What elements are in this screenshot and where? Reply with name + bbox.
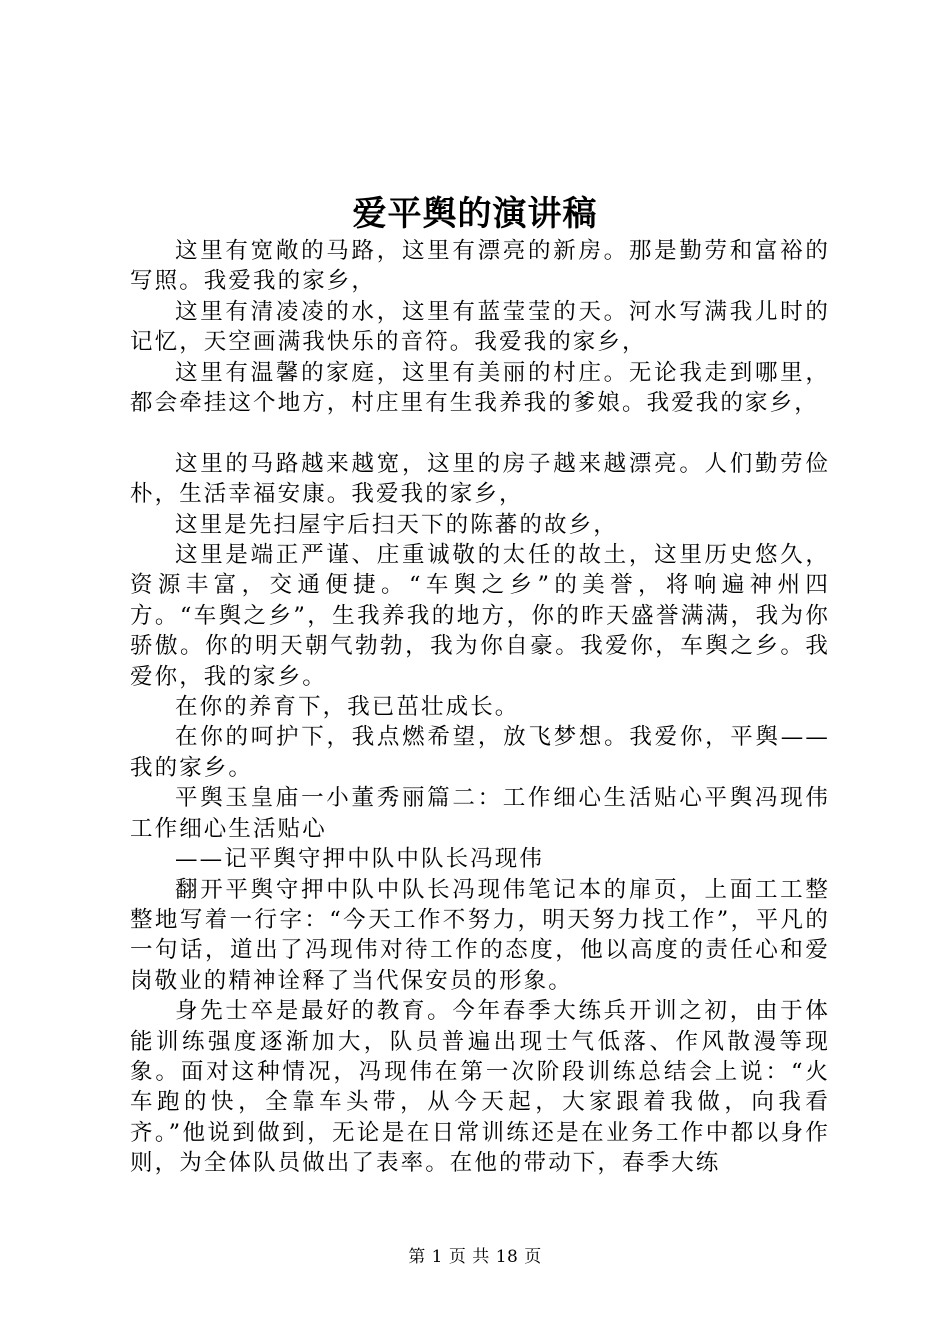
paragraph: 在你的养育下，我已茁壮成长。 [175, 694, 520, 721]
paragraph: 这里是端正严谨、庄重诚敬的太任的故土，这里历史悠久，资源丰富，交通便捷。“车舆之乡”的美誉，将响遍神州四方。“车舆之乡”，生我养我的地方，你的昨天盛誉满满，我为你骄傲。你的明天朝气勃勃，我为你自豪。我爱你，车舆之乡。我爱你，我的家乡。 [130, 542, 830, 690]
paragraph: 这里有清凌凌的水，这里有蓝莹莹的天。河水写满我儿时的记忆，天空画满我快乐的音符。我爱我的家乡， [130, 298, 830, 356]
paragraph: 在你的呵护下，我点燃希望，放飞梦想。我爱你，平舆——我的家乡。 [130, 724, 830, 781]
page-number-footer: 第 1 页 共 18 页 [408, 1247, 542, 1267]
subtitle-line: ——记平舆守押中队中队长冯现伟 [175, 846, 545, 873]
page-title: 爱平舆的演讲稿 [352, 194, 598, 234]
blank-line [130, 418, 830, 448]
paragraph: 身先士卒是最好的教育。今年春季大练兵开训之初，由于体能训练强度逐渐加大，队员普遍出现士气低落、作风散漫等现象。面对这种情况，冯现伟在第一次阶段训练总结会上说：“火车跑的快，全靠车头带，从今天起，大家跟着我做，向我看齐。”他说到做到，无论是在日常训练还是在业务工作中都以身作则，为全体队员做出了表率。在他的带动下，春季大练 [130, 998, 830, 1177]
paragraph: 这里有宽敞的马路，这里有漂亮的新房。那是勤劳和富裕的写照。我爱我的家乡， [130, 238, 830, 295]
paragraph: 这里的马路越来越宽，这里的房子越来越漂亮。人们勤劳俭朴，生活幸福安康。我爱我的家乡， [130, 450, 830, 508]
paragraph: 这里是先扫屋宇后扫天下的陈蕃的故乡， [175, 511, 618, 538]
document-body [130, 236, 830, 1179]
paragraph: 这里有温馨的家庭，这里有美丽的村庄。无论我走到哪里，都会牵挂这个地方，村庄里有生我养我的爹娘。我爱我的家乡， [130, 359, 830, 417]
paragraph: 翻开平舆守押中队中队长冯现伟笔记本的扉页，上面工工整整地写着一行字：“今天工作不努力，明天努力找工作”，平凡的一句话，道出了冯现伟对待工作的态度，他以高度的责任心和爱岗敬业的精神诠释了当代保安员的形象。 [130, 876, 830, 994]
paragraph: 平舆玉皇庙一小董秀丽篇二：工作细心生活贴心平舆冯现伟工作细心生活贴心 [130, 785, 830, 842]
